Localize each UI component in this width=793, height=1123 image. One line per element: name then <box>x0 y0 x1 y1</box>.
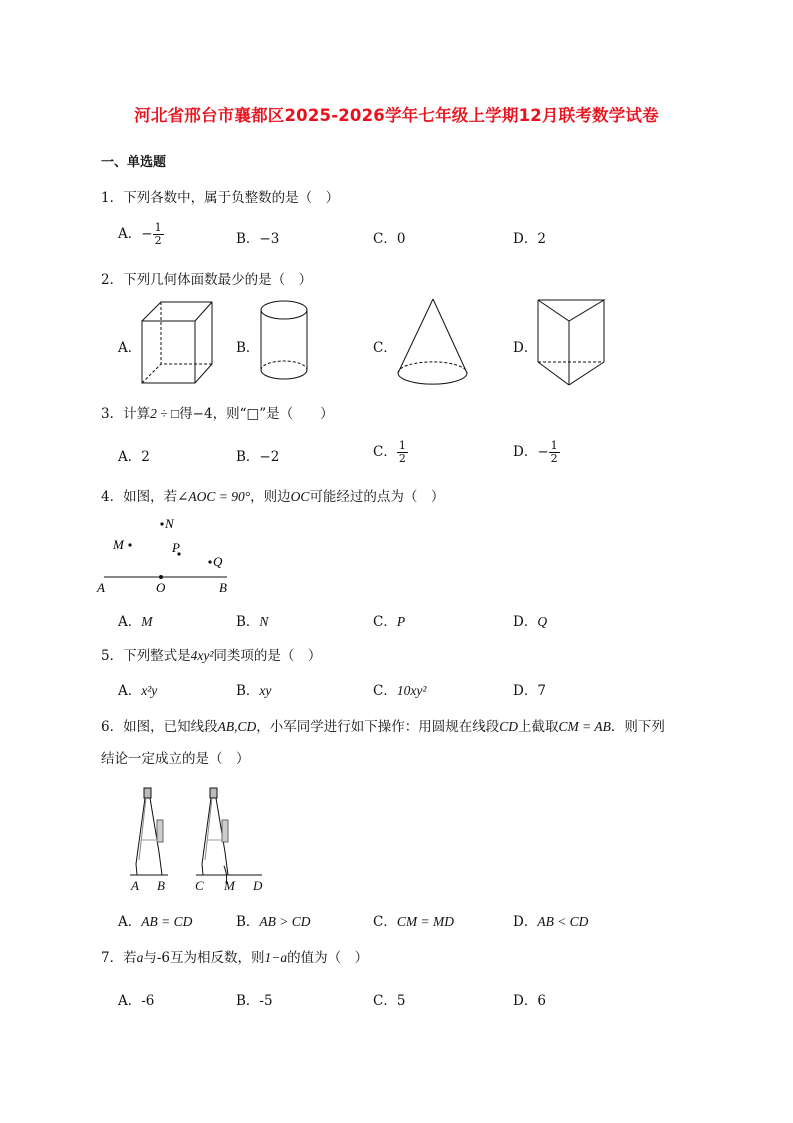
label-a: A <box>97 580 105 595</box>
q4-angle: ∠AOC = 90° <box>177 489 251 504</box>
q1-option-b[interactable]: B．−3 <box>236 231 280 247</box>
cylinder-figure <box>261 301 307 379</box>
q3-c-fraction: $\frac{1}{2}$ <box>398 439 406 465</box>
q6-option-a[interactable]: A．AB = CD <box>118 914 193 930</box>
point-m <box>128 543 131 546</box>
cone-figure <box>398 299 467 384</box>
point-o <box>159 575 163 579</box>
label-p: P <box>172 540 180 555</box>
q2-option-b[interactable]: B． <box>236 340 260 356</box>
question-1-stem: 1．下列各数中，属于负整数的是（ ） <box>101 190 340 206</box>
q5-option-c[interactable]: C．10xy² <box>373 683 427 699</box>
exam-title: 河北省邢台市襄都区2025-2026学年七年级上学期12月联考数学试卷 <box>134 106 659 125</box>
q6-option-d[interactable]: D．AB < CD <box>513 914 589 930</box>
label-m: M <box>113 537 124 552</box>
q1-option-c[interactable]: C．0 <box>373 231 406 247</box>
q5-option-b[interactable]: B．xy <box>236 683 272 699</box>
label-c: C <box>195 878 204 893</box>
label-q: Q <box>213 554 223 569</box>
label-n: N <box>165 516 174 531</box>
q1-option-d[interactable]: D．2 <box>513 231 546 247</box>
q2-option-d[interactable]: D． <box>513 340 538 356</box>
q3-option-b[interactable]: B．−2 <box>236 449 280 465</box>
question-5-stem: 5．下列整式是4xy²同类项的是（ ） <box>101 648 322 664</box>
q4-option-a[interactable]: A．M <box>118 614 153 630</box>
label-b: B <box>157 878 165 893</box>
q3-option-d[interactable]: D．− $\frac{1}{2}$ <box>513 439 558 465</box>
label-m: M <box>224 878 235 893</box>
q5-option-d[interactable]: D．7 <box>513 683 546 699</box>
q2-option-c[interactable]: C． <box>373 340 397 356</box>
question-3-stem: 3．计算2 ÷ □得−4，则“□”是（ ） <box>101 406 334 422</box>
q3-option-a[interactable]: A．2 <box>118 449 150 465</box>
compass-1 <box>136 788 163 875</box>
compass-2 <box>202 788 228 884</box>
q7-option-a[interactable]: A．-6 <box>118 993 155 1009</box>
q6-option-b[interactable]: B．AB > CD <box>236 914 311 930</box>
q4-angle-figure <box>96 516 227 595</box>
q7-option-d[interactable]: D．6 <box>513 993 546 1009</box>
q1-a-fraction: $\frac{1}{2}$ <box>154 221 162 247</box>
q5-option-a[interactable]: A．x²y <box>118 683 158 699</box>
question-4-stem: 4．如图，若∠AOC = 90°，则边OC可能经过的点为（ ） <box>101 489 445 505</box>
q3-d-fraction: $\frac{1}{2}$ <box>550 439 558 465</box>
q3-expression: 2 ÷ □ <box>150 406 180 421</box>
q2-option-a[interactable]: A． <box>118 340 142 356</box>
q7-option-c[interactable]: C．5 <box>373 993 406 1009</box>
q4-option-b[interactable]: B．N <box>236 614 269 630</box>
question-7-stem: 7．若a与-6互为相反数，则1−a的值为（ ） <box>101 950 369 966</box>
q3-option-c[interactable]: C． $\frac{1}{2}$ <box>373 439 406 465</box>
q6-compass-figure <box>130 788 263 893</box>
label-b: B <box>219 580 227 595</box>
question-6-stem-line-2: 结论一定成立的是（ ） <box>101 751 250 767</box>
q5-expression: 4xy² <box>190 648 214 663</box>
label-a: A <box>131 878 139 893</box>
q6-option-c[interactable]: C．CM = MD <box>373 914 454 930</box>
q4-option-d[interactable]: D．Q <box>513 614 548 630</box>
q1-option-a[interactable]: A．− $\frac{1}{2}$ <box>118 221 162 247</box>
cube-figure <box>142 302 212 383</box>
label-o: O <box>156 580 166 595</box>
question-2-stem: 2．下列几何体面数最少的是（ ） <box>101 272 313 288</box>
q7-option-b[interactable]: B．-5 <box>236 993 273 1009</box>
point-n <box>160 522 163 525</box>
section-heading: 一、单选题 <box>101 155 167 170</box>
q4-option-c[interactable]: C．P <box>373 614 406 630</box>
label-d: D <box>253 878 263 893</box>
question-6-stem: 6．如图，已知线段AB,CD，小军同学进行如下操作：用圆规在线段CD上截取CM = AB．则下列 <box>101 719 665 735</box>
point-q <box>208 560 211 563</box>
triangular-prism-figure <box>538 300 604 385</box>
